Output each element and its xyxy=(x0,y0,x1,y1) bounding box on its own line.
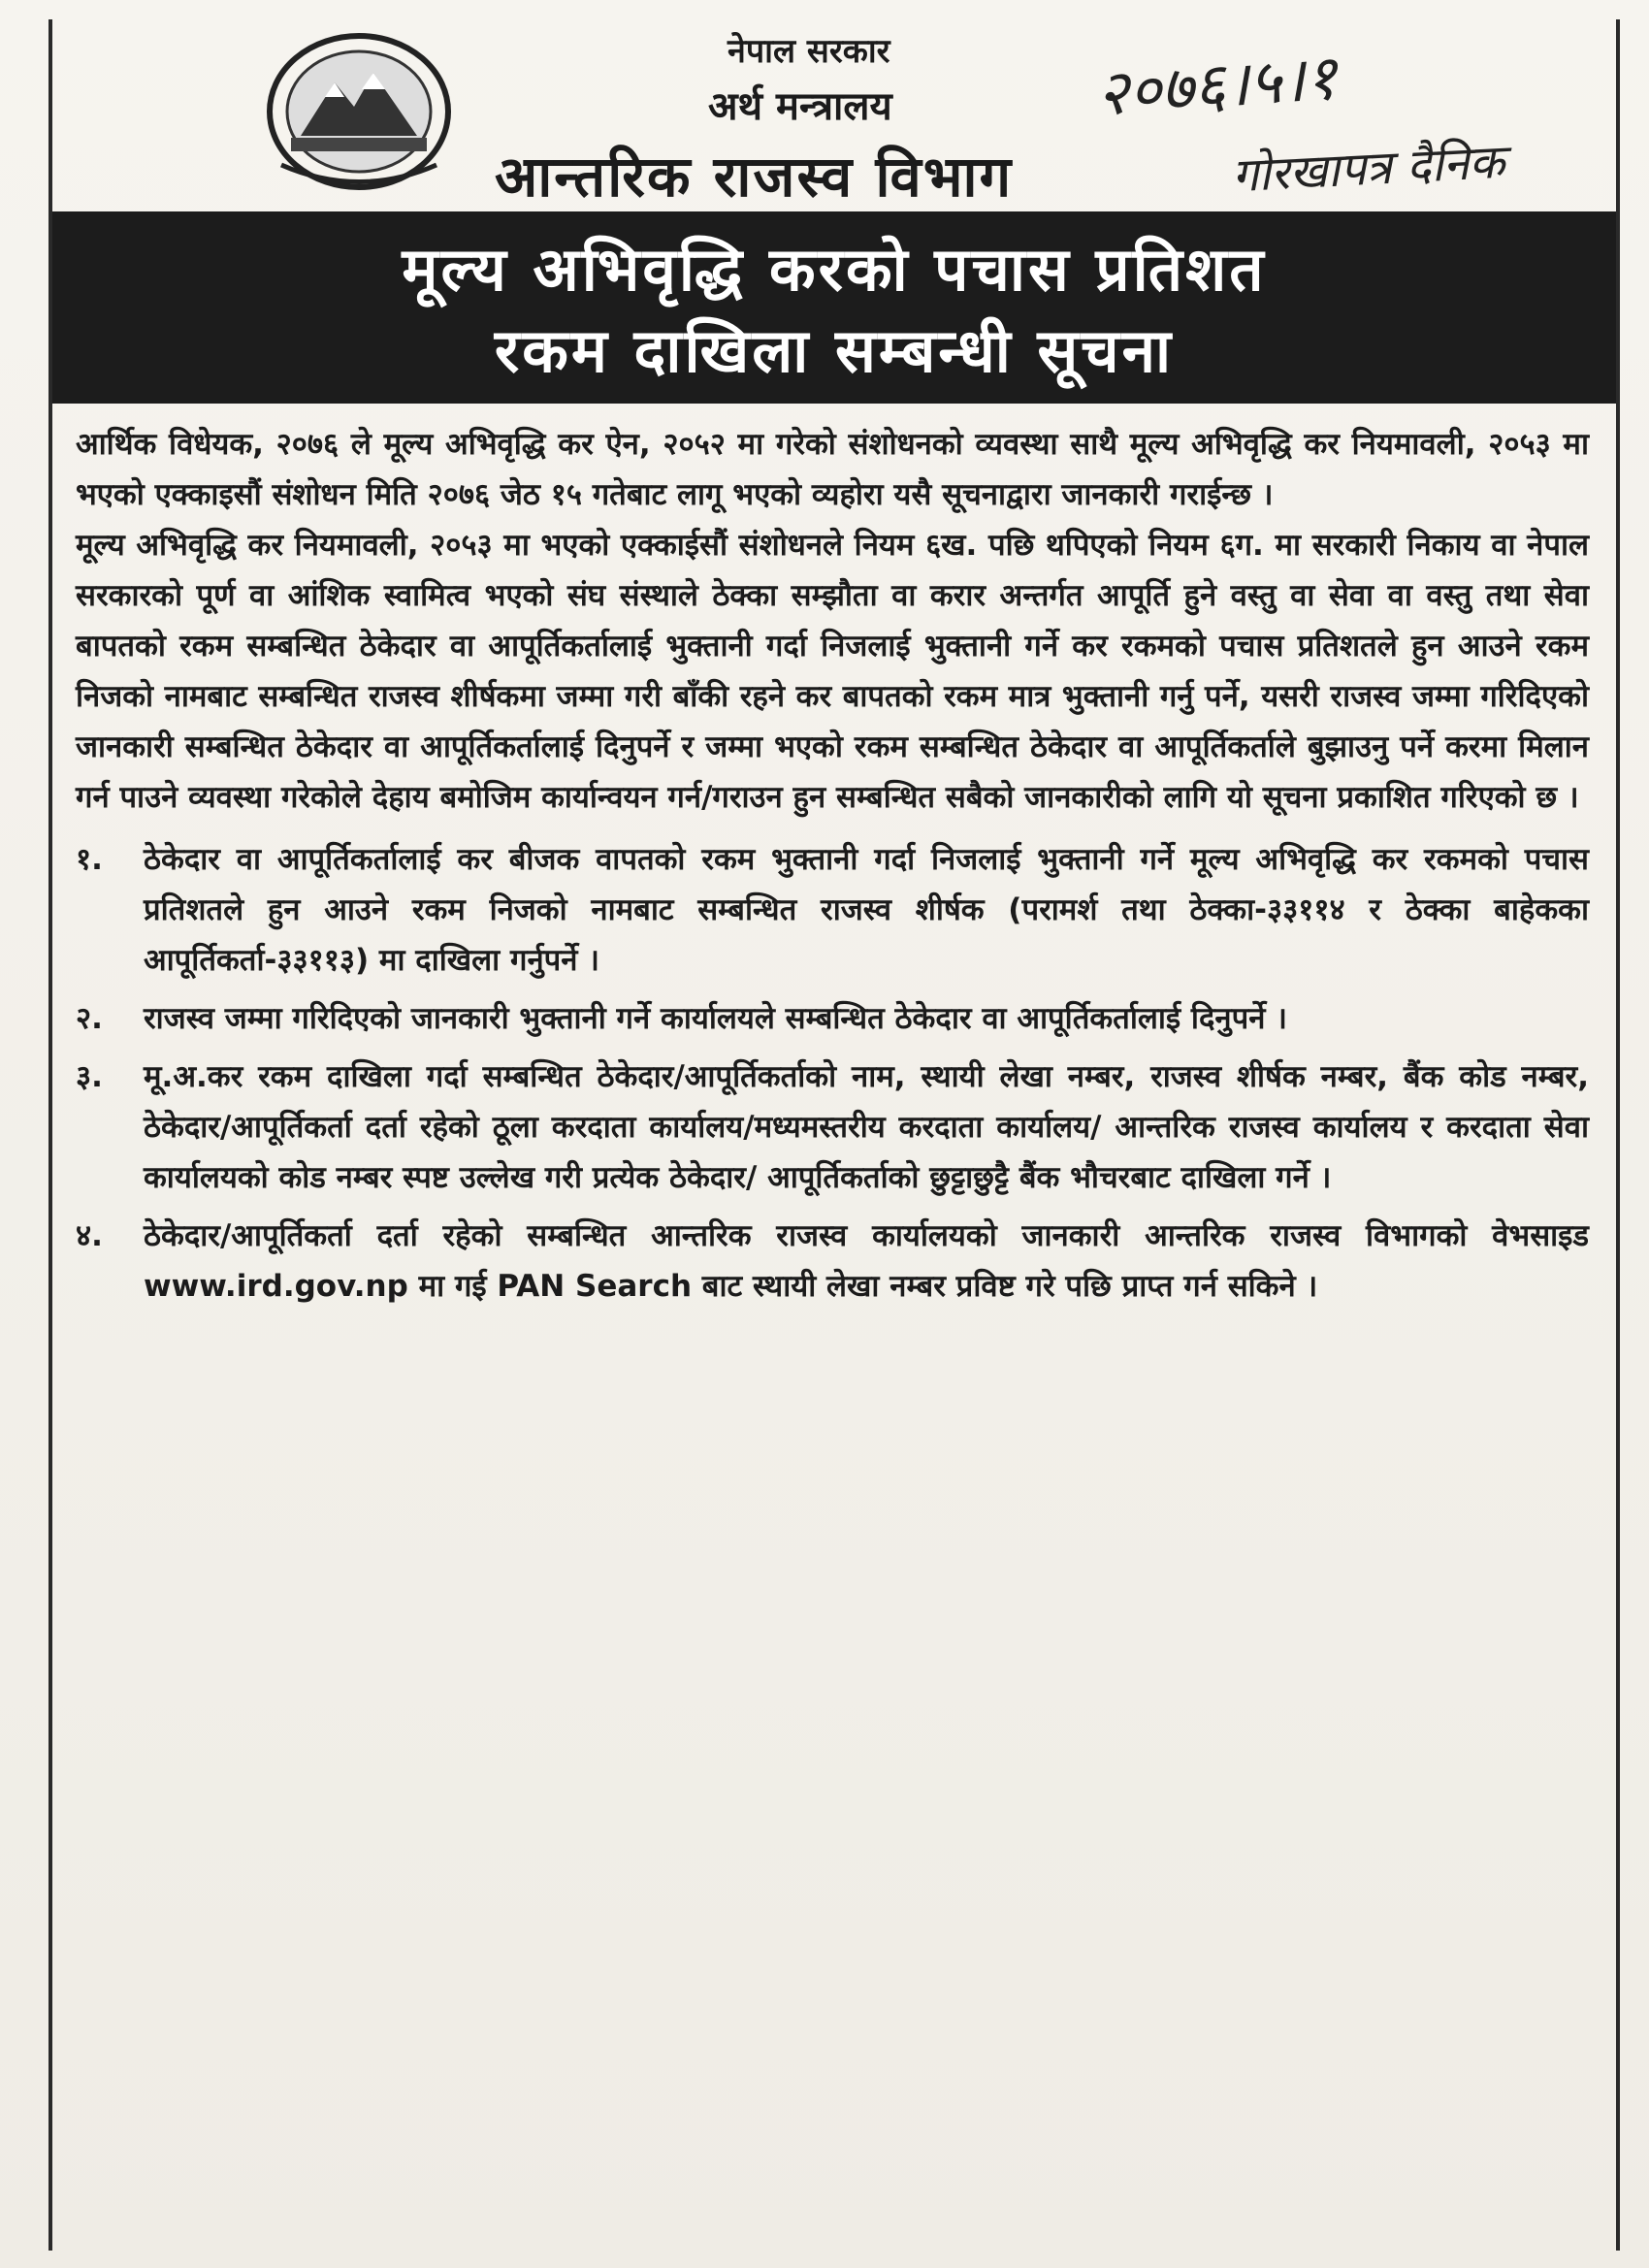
department-name: आन्तरिक राजस्व विभाग xyxy=(495,144,1014,210)
list-item-text: ठेकेदार वा आपूर्तिकर्तालाई कर बीजक वापतको रकम भुक्तानी गर्दा निजलाई भुक्तानी गर्ने मूल्य अभिवृद्धि कर रकमको पचास प्रतिशतले हुन आउने रकम निजको नामबाट सम्बन्धित राजस्व शीर्षक (परामर्श तथा ठेक्का-३३११४ र ठेक्का बाहेकका आपूर्तिकर्ता-३३११३) मा दाखिला गर्नुपर्ने । xyxy=(144,842,1589,978)
list-item-number: १. xyxy=(76,842,103,877)
list-item-text: ठेकेदार/आपूर्तिकर्ता दर्ता रहेको सम्बन्धित आन्तरिक राजस्व कार्यालयको जानकारी आन्तरिक राजस्व विभागको वेभसाइड www.ird.gov.np मा गई PAN Search बाट स्थायी लेखा नम्बर प्रविष्ट गरे पछि प्राप्त गर्न सकिने । xyxy=(144,1218,1589,1304)
government-name: नेपाल सरकार xyxy=(728,32,890,71)
list-item xyxy=(76,993,1589,1044)
title-line-2: रकम दाखिला सम्बन्धी सूचना xyxy=(494,315,1175,386)
list-item-number: २. xyxy=(76,1001,103,1036)
list-item-text: राजस्व जम्मा गरिदिएको जानकारी भुक्तानी गर्ने कार्यालयले सम्बन्धित ठेकेदार वा आपूर्तिकर्तालाई दिनुपर्ने । xyxy=(144,1001,1287,1036)
government-emblem-icon xyxy=(262,29,456,194)
notice-body xyxy=(76,419,1589,1319)
list-item xyxy=(76,1211,1589,1312)
list-item xyxy=(76,1052,1589,1203)
list-item-number: ३. xyxy=(76,1059,103,1094)
list-item-text: मू.अ.कर रकम दाखिला गर्दा सम्बन्धित ठेकेदार/आपूर्तिकर्ताको नाम, स्थायी लेखा नम्बर, राजस्व शीर्षक नम्बर, बैंक कोड नम्बर, ठेकेदार/आपूर्तिकर्ता दर्ता रहेको ठूला करदाता कार्यालय/मध्यमस्तरीय करदाता कार्यालय/ आन्तरिक राजस्व कार्यालय र करदाता सेवा कार्यालयको कोड नम्बर स्पष्ट उल्लेख गरी प्रत्येक ठेकेदार/ आपूर्तिकर्ताको छुट्टाछुट्टै बैंक भौचरबाट दाखिला गर्ने । xyxy=(144,1059,1589,1195)
instruction-list xyxy=(76,834,1589,1312)
ministry-name: अर्थ मन्त्रालय xyxy=(708,84,892,129)
intro-paragraph-2: मूल्य अभिवृद्धि कर नियमावली, २०५३ मा भएको एक्काईसौं संशोधनले नियम ६ख. पछि थपिएको नियम ६ग. मा सरकारी निकाय वा नेपाल सरकारको पूर्ण वा आंशिक स्वामित्व भएको संघ संस्थाले ठेक्का सम्झौता वा करार अन्तर्गत आपूर्ति हुने वस्तु वा सेवा वा वस्तु तथा सेवा बापतको रकम सम्बन्धित ठेकेदार वा आपूर्तिकर्तालाई भुक्तानी गर्दा निजलाई भुक्तानी गर्ने कर रकमको पचास प्रतिशतले हुन आउने रकम निजको नामबाट सम्बन्धित राजस्व शीर्षकमा जम्मा गरी बाँकी रहने कर बापतको रकम मात्र भुक्तानी गर्नु पर्ने, यसरी राजस्व जम्मा गरिदिएको जानकारी सम्बन्धित ठेकेदार वा आपूर्तिकर्तालाई दिनुपर्ने र जम्मा भएको रकम सम्बन्धित ठेकेदार वा आपूर्तिकर्ताले बुझाउनु पर्ने करमा मिलान गर्न पाउने व्यवस्था गरेकोले देहाय बमोजिम कार्यान्वयन गर्न/गराउन हुन सम्बन्धित सबैको जानकारीको लागि यो सूचना प्रकाशित गरिएको छ । xyxy=(76,528,1589,815)
list-item-number: ४. xyxy=(76,1218,103,1253)
list-item xyxy=(76,834,1589,986)
title-line-1: मूल्य अभिवृद्धि करको पचास प्रतिशत xyxy=(402,234,1267,305)
handwritten-note: गोरखापत्र दैनिक xyxy=(1230,134,1506,204)
notice-title-banner xyxy=(52,211,1616,404)
handwritten-date: २०७६।५।१ xyxy=(1093,42,1340,131)
intro-paragraph-1: आर्थिक विधेयक, २०७६ ले मूल्य अभिवृद्धि कर ऐन, २०५२ मा गरेको संशोधनको व्यवस्था साथै मूल्य अभिवृद्धि कर नियमावली, २०५३ मा भएको एक्काइसौं संशोधन मिति २०७६ जेठ १५ गतेबाट लागू भएको व्यहोरा यसै सूचनाद्वारा जानकारी गराईन्छ । xyxy=(76,427,1589,512)
